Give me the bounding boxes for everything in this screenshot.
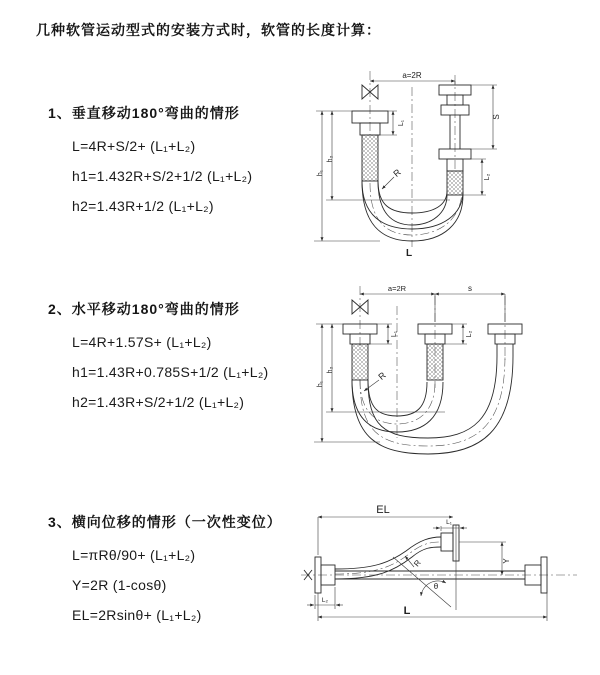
- section-3-heading: 3、横向位移的情形（一次性变位）: [48, 514, 282, 530]
- dim-label-l1: L₁: [398, 119, 405, 127]
- dim-label-h2: h₂: [327, 366, 334, 374]
- section-2: [48, 299, 269, 417]
- radius-callout: [382, 167, 403, 189]
- formula-3-EL: EL=2Rsinθ+ (L₁+L₂): [72, 607, 202, 623]
- radius-label: R: [376, 370, 388, 382]
- dim-label-l2: L₂: [466, 330, 473, 338]
- dim-label-l1: L₁: [391, 330, 398, 338]
- dim-label-h1: h₁: [317, 380, 324, 388]
- dimension-l2: [307, 587, 343, 609]
- formula-1-h2: h2=1.43R+1/2 (L₁+L₂): [72, 198, 214, 214]
- dim-label-y: Y: [502, 558, 511, 564]
- section-2-heading: 2、水平移动180°弯曲的情形: [48, 301, 240, 317]
- dimension-h2: [326, 111, 450, 200]
- formula-3-L: L=πRθ/90+ (L₁+L₂): [72, 547, 196, 563]
- length-label: L: [405, 248, 413, 259]
- dimension-a2r: [360, 284, 435, 322]
- dim-label-h1: h₁: [317, 169, 324, 177]
- dimension-l1: [433, 519, 467, 531]
- diagram-vertical-180-bend: [300, 63, 560, 263]
- formula-1-L: L=4R+S/2+ (L₁+L₂): [72, 138, 196, 154]
- page-title: 几种软管运动型式的安装方式时，软管的长度计算：: [36, 22, 381, 38]
- radius-callout: [405, 556, 423, 568]
- dimension-a2r: [370, 71, 455, 85]
- dim-label-l: L: [403, 605, 411, 617]
- radius-label: R: [391, 167, 403, 179]
- diagram-horizontal-180-bend: [300, 280, 560, 465]
- dimension-l: [318, 593, 547, 621]
- section-1-heading: 1、垂直移动180°弯曲的情形: [48, 105, 240, 121]
- formula-3-Y: Y=2R (1-cosθ): [72, 577, 167, 593]
- section-1: [48, 103, 252, 221]
- dim-label-l2: L₂: [321, 597, 329, 604]
- formula-1-h1: h1=1.432R+S/2+1/2 (L₁+L₂): [72, 168, 253, 184]
- dimension-s: [435, 284, 505, 322]
- dimension-s: [471, 85, 501, 149]
- formula-2-L: L=4R+1.57S+ (L₁+L₂): [72, 334, 212, 350]
- hose-displaced-position: [335, 537, 441, 579]
- dim-label-s: s: [468, 284, 472, 293]
- angle-theta: [421, 581, 446, 596]
- dim-label-a2r: a=2R: [402, 71, 422, 80]
- dim-label-s: S: [492, 114, 501, 120]
- dim-label-l2: L₂: [484, 173, 491, 181]
- dim-label-el: EL: [376, 504, 390, 516]
- fitting-left: [352, 111, 388, 181]
- dim-label-a2r: a=2R: [387, 284, 407, 293]
- diagram-lateral-displacement: [293, 495, 583, 645]
- dimension-y: [459, 542, 511, 575]
- formula-2-h1: h1=1.43R+0.785S+1/2 (L₁+L₂): [72, 364, 269, 380]
- angle-label-theta: θ: [433, 582, 439, 591]
- section-3: [48, 512, 282, 630]
- formula-2-h2: h2=1.43R+S/2+1/2 (L₁+L₂): [72, 394, 245, 410]
- dim-label-h2: h₂: [327, 155, 334, 163]
- dim-label-l1: L₁: [446, 519, 452, 526]
- radius-label: R: [412, 558, 423, 569]
- construction-lines: [393, 525, 456, 610]
- dimension-l2: [463, 159, 491, 195]
